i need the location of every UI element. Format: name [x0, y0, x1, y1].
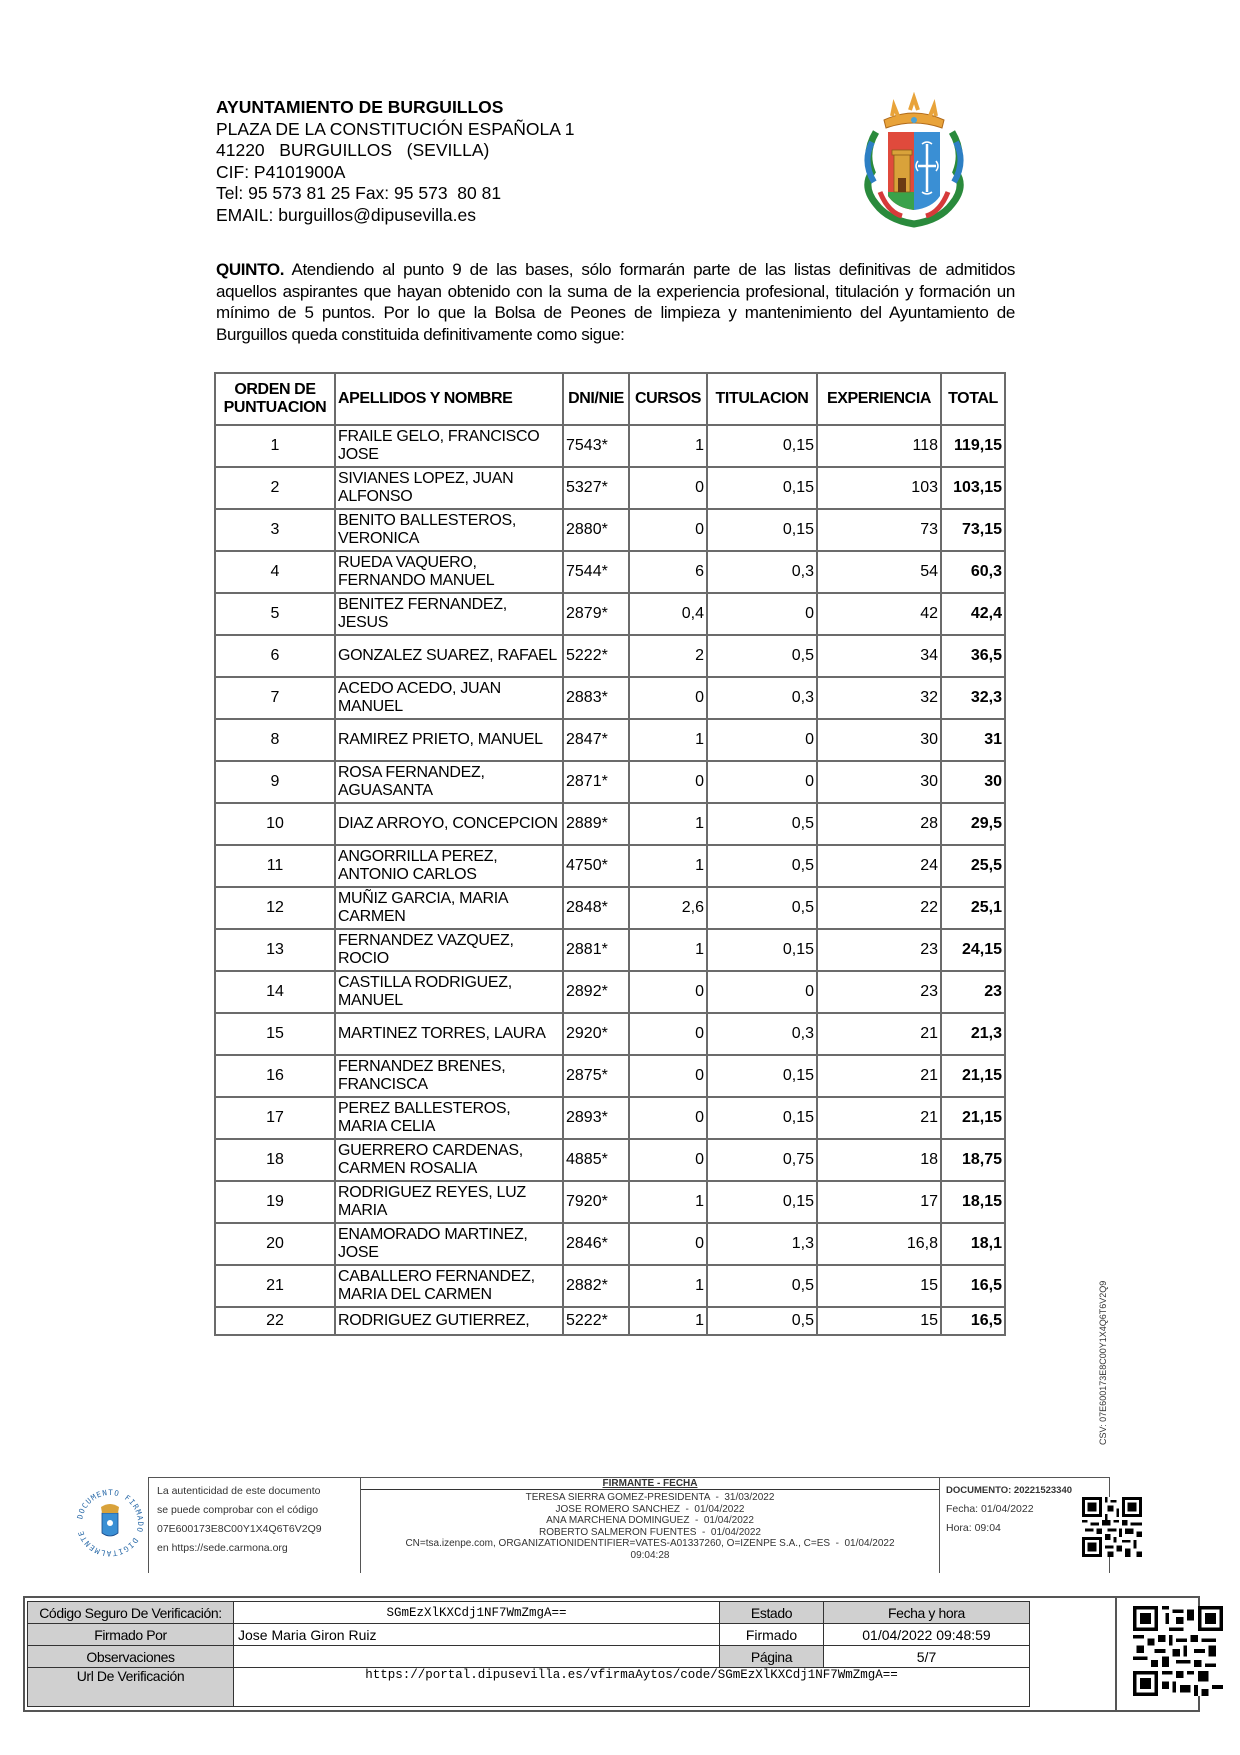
cell-dni: 5222*	[563, 1307, 629, 1335]
cell-cursos: 1	[629, 1265, 707, 1307]
cell-total: 18,1	[941, 1223, 1005, 1265]
cell-dni: 2920*	[563, 1013, 629, 1055]
signer-line: ANA MARCHENA DOMINGUEZ - 01/04/2022	[546, 1515, 754, 1526]
col-header-experiencia: EXPERIENCIA	[817, 373, 941, 425]
fecha-hora-label: Fecha y hora	[824, 1602, 1030, 1624]
table-row	[215, 1139, 1005, 1181]
cell-dni: 4885*	[563, 1139, 629, 1181]
cell-titulacion: 0,75	[707, 1139, 817, 1181]
cell-nombre: DIAZ ARROYO, CONCEPCION	[335, 803, 563, 845]
table-row	[215, 1097, 1005, 1139]
signer-line: ROBERTO SALMERON FUENTES - 01/04/2022	[539, 1526, 761, 1538]
url-value[interactable]: https://portal.dipusevilla.es/vfirmaAytos/code/SGmEzXlKXCdj1NF7WmZmgA==	[234, 1668, 1030, 1707]
cell-nombre: ANGORRILLA PEREZ, ANTONIO CARLOS	[335, 845, 563, 887]
cell-orden: 3	[215, 509, 335, 551]
cell-dni: 2882*	[563, 1265, 629, 1307]
cell-cursos: 1	[629, 803, 707, 845]
auth-line: La autenticidad de este documento	[157, 1485, 321, 1497]
cell-titulacion: 0	[707, 593, 817, 635]
pagina-value: 5/7	[824, 1646, 1030, 1668]
url-label: Url De Verificación	[28, 1668, 234, 1707]
cell-nombre: GUERRERO CARDENAS, CARMEN ROSALIA	[335, 1139, 563, 1181]
cell-nombre: GONZALEZ SUAREZ, RAFAEL	[335, 635, 563, 677]
cell-dni: 2848*	[563, 887, 629, 929]
cell-nombre: MARTINEZ TORRES, LAURA	[335, 1013, 563, 1055]
observaciones-value	[234, 1646, 720, 1668]
cell-orden: 10	[215, 803, 335, 845]
table-row	[215, 1307, 1005, 1335]
cell-titulacion: 0,15	[707, 1055, 817, 1097]
cell-cursos: 1	[629, 845, 707, 887]
cell-total: 29,5	[941, 803, 1005, 845]
cell-cursos: 2,6	[629, 887, 707, 929]
cell-titulacion: 0,5	[707, 635, 817, 677]
org-phone: Tel: 95 573 81 25 Fax: 95 573 80 81	[216, 183, 502, 203]
org-cif: CIF: P4101900A	[216, 161, 346, 182]
cell-orden: 1	[215, 425, 335, 467]
cell-nombre: FRAILE GELO, FRANCISCO JOSE	[335, 425, 563, 467]
ranking-table	[214, 372, 1006, 1336]
document-number: DOCUMENTO: 20221523340	[946, 1485, 1073, 1496]
cell-total: 16,5	[941, 1265, 1005, 1307]
cell-dni: 5222*	[563, 635, 629, 677]
verification-table	[27, 1601, 1030, 1707]
document-date: Fecha: 01/04/2022	[946, 1503, 1034, 1515]
cell-total: 31	[941, 719, 1005, 761]
cell-orden: 21	[215, 1265, 335, 1307]
cell-orden: 16	[215, 1055, 335, 1097]
org-city: 41220 BURGUILLOS (SEVILLA)	[216, 140, 490, 160]
table-row	[215, 551, 1005, 593]
letterhead	[216, 97, 575, 226]
col-header-nombre: APELLIDOS Y NOMBRE	[335, 373, 563, 425]
cell-experiencia: 30	[817, 761, 941, 803]
cell-total: 42,4	[941, 593, 1005, 635]
cell-nombre: BENITEZ FERNANDEZ, JESUS	[335, 593, 563, 635]
table-row	[215, 593, 1005, 635]
cell-orden: 22	[215, 1307, 335, 1335]
cell-titulacion: 0,15	[707, 1181, 817, 1223]
cell-nombre: PEREZ BALLESTEROS, MARIA CELIA	[335, 1097, 563, 1139]
table-header-row	[215, 373, 1005, 425]
col-header-cursos: CURSOS	[629, 373, 707, 425]
cell-nombre: RAMIREZ PRIETO, MANUEL	[335, 719, 563, 761]
cell-experiencia: 30	[817, 719, 941, 761]
fecha-hora-value: 01/04/2022 09:48:59	[824, 1624, 1030, 1646]
cell-dni: 2871*	[563, 761, 629, 803]
org-name: AYUNTAMIENTO DE BURGUILLOS	[216, 97, 504, 117]
pagina-label: Página	[720, 1646, 824, 1668]
cell-dni: 2879*	[563, 593, 629, 635]
cell-orden: 17	[215, 1097, 335, 1139]
cell-total: 18,75	[941, 1139, 1005, 1181]
cell-experiencia: 22	[817, 887, 941, 929]
col-header-total: TOTAL	[941, 373, 1005, 425]
cell-cursos: 0,4	[629, 593, 707, 635]
cell-experiencia: 23	[817, 929, 941, 971]
cell-cursos: 1	[629, 1307, 707, 1335]
cell-dni: 2880*	[563, 509, 629, 551]
cell-titulacion: 0	[707, 761, 817, 803]
cell-total: 16,5	[941, 1307, 1005, 1335]
cell-nombre: BENITO BALLESTEROS, VERONICA	[335, 509, 563, 551]
cell-nombre: RODRIGUEZ GUTIERREZ,	[335, 1307, 563, 1335]
signer-line: 09:04:28	[630, 1549, 670, 1561]
org-address: PLAZA DE LA CONSTITUCIÓN ESPAÑOLA 1	[216, 118, 575, 139]
cell-dni: 2881*	[563, 929, 629, 971]
cell-dni: 2875*	[563, 1055, 629, 1097]
cell-orden: 6	[215, 635, 335, 677]
cell-titulacion: 0,5	[707, 1307, 817, 1335]
cell-nombre: MUÑIZ GARCIA, MARIA CARMEN	[335, 887, 563, 929]
cell-orden: 7	[215, 677, 335, 719]
table-row	[215, 761, 1005, 803]
cell-cursos: 1	[629, 425, 707, 467]
table-row	[215, 845, 1005, 887]
table-row	[215, 1223, 1005, 1265]
cell-total: 32,3	[941, 677, 1005, 719]
table-row	[215, 1055, 1005, 1097]
cell-experiencia: 103	[817, 467, 941, 509]
cell-dni: 2893*	[563, 1097, 629, 1139]
cell-experiencia: 23	[817, 971, 941, 1013]
cell-nombre: SIVIANES LOPEZ, JUAN ALFONSO	[335, 467, 563, 509]
cell-total: 21,15	[941, 1097, 1005, 1139]
cell-experiencia: 24	[817, 845, 941, 887]
cell-cursos: 0	[629, 677, 707, 719]
table-row	[215, 635, 1005, 677]
cell-titulacion: 0,5	[707, 845, 817, 887]
cell-experiencia: 15	[817, 1307, 941, 1335]
cell-total: 18,15	[941, 1181, 1005, 1223]
cell-experiencia: 21	[817, 1097, 941, 1139]
cell-nombre: ACEDO ACEDO, JUAN MANUEL	[335, 677, 563, 719]
cell-dni: 2889*	[563, 803, 629, 845]
cell-cursos: 0	[629, 1097, 707, 1139]
cell-orden: 2	[215, 467, 335, 509]
signature-block	[70, 1477, 1150, 1577]
cell-cursos: 0	[629, 509, 707, 551]
signer-line: CN=tsa.izenpe.com, ORGANIZATIONIDENTIFIER=VATES-A01337260, O=IZENPE S.A., C=ES - 01/04/2022	[405, 1538, 895, 1549]
cell-titulacion: 0	[707, 719, 817, 761]
cell-nombre: CABALLERO FERNANDEZ, MARIA DEL CARMEN	[335, 1265, 563, 1307]
table-row	[215, 971, 1005, 1013]
cell-cursos: 1	[629, 719, 707, 761]
cell-experiencia: 21	[817, 1055, 941, 1097]
cell-orden: 12	[215, 887, 335, 929]
cell-nombre: FERNANDEZ BRENES, FRANCISCA	[335, 1055, 563, 1097]
cell-orden: 18	[215, 1139, 335, 1181]
table-row	[215, 467, 1005, 509]
cell-dni: 2892*	[563, 971, 629, 1013]
cell-experiencia: 16,8	[817, 1223, 941, 1265]
cell-orden: 8	[215, 719, 335, 761]
table-row	[215, 677, 1005, 719]
cell-nombre: CASTILLA RODRIGUEZ, MANUEL	[335, 971, 563, 1013]
cell-nombre: ROSA FERNANDEZ, AGUASANTA	[335, 761, 563, 803]
cell-titulacion: 0,3	[707, 1013, 817, 1055]
cell-dni: 4750*	[563, 845, 629, 887]
cell-cursos: 0	[629, 1139, 707, 1181]
cell-dni: 7544*	[563, 551, 629, 593]
cell-total: 23	[941, 971, 1005, 1013]
cell-total: 24,15	[941, 929, 1005, 971]
cell-titulacion: 1,3	[707, 1223, 817, 1265]
table-row	[215, 1265, 1005, 1307]
cell-experiencia: 28	[817, 803, 941, 845]
cell-orden: 13	[215, 929, 335, 971]
observaciones-label: Observaciones	[28, 1646, 234, 1668]
cell-titulacion: 0,15	[707, 1097, 817, 1139]
cell-cursos: 0	[629, 1055, 707, 1097]
cell-titulacion: 0,5	[707, 887, 817, 929]
signers-box	[360, 1477, 940, 1573]
cell-orden: 4	[215, 551, 335, 593]
side-csv-code: CSV: 07E600173E8C00Y1X4Q6T6V2Q9	[1098, 1280, 1108, 1445]
table-row	[215, 803, 1005, 845]
cell-total: 30	[941, 761, 1005, 803]
estado-value: Firmado	[720, 1624, 824, 1646]
cell-titulacion: 0,15	[707, 929, 817, 971]
cell-experiencia: 17	[817, 1181, 941, 1223]
cell-experiencia: 21	[817, 1013, 941, 1055]
cell-orden: 14	[215, 971, 335, 1013]
cell-total: 119,15	[941, 425, 1005, 467]
table-row	[215, 929, 1005, 971]
csv-value: SGmEzXlKXCdj1NF7WmZmgA==	[234, 1602, 720, 1624]
cell-titulacion: 0,3	[707, 551, 817, 593]
cell-experiencia: 118	[817, 425, 941, 467]
cell-cursos: 0	[629, 1223, 707, 1265]
cell-orden: 11	[215, 845, 335, 887]
cell-total: 21,3	[941, 1013, 1005, 1055]
firmado-por-label: Firmado Por	[28, 1624, 234, 1646]
cell-total: 25,5	[941, 845, 1005, 887]
cell-experiencia: 32	[817, 677, 941, 719]
cell-dni: 7543*	[563, 425, 629, 467]
paragraph-lead: QUINTO.	[216, 260, 285, 279]
signer-line: TERESA SIERRA GOMEZ-PRESIDENTA - 31/03/2022	[525, 1492, 775, 1503]
cell-titulacion: 0,5	[707, 1265, 817, 1307]
estado-label: Estado	[720, 1602, 824, 1624]
auth-line: se puede comprobar con el código	[157, 1504, 319, 1516]
firmado-por-value: Jose Maria Giron Ruiz	[234, 1624, 720, 1646]
auth-url: en https://sede.carmona.org	[157, 1542, 288, 1554]
cell-cursos: 2	[629, 635, 707, 677]
csv-label: Código Seguro De Verificación:	[28, 1602, 234, 1624]
cell-dni: 5327*	[563, 467, 629, 509]
cell-cursos: 1	[629, 929, 707, 971]
cell-experiencia: 73	[817, 509, 941, 551]
cell-nombre: RODRIGUEZ REYES, LUZ MARIA	[335, 1181, 563, 1223]
cell-cursos: 6	[629, 551, 707, 593]
signer-line: JOSE ROMERO SANCHEZ - 01/04/2022	[555, 1503, 745, 1515]
quinto-paragraph	[216, 259, 1015, 345]
cell-cursos: 0	[629, 971, 707, 1013]
cell-cursos: 0	[629, 467, 707, 509]
cell-experiencia: 54	[817, 551, 941, 593]
paragraph-text: Atendiendo al punto 9 de las bases, sólo formarán parte de las listas definitivas de admitidos aquellos aspirantes que hayan obtenido con la suma de la experiencia profesional, titulación y formación un mínimo de 5 puntos. Por lo que la Bolsa de Peones de limpieza y mantenimiento del Ayuntamiento de Burguillos queda constituida definitivamente como sigue:	[216, 260, 1015, 344]
cell-experiencia: 15	[817, 1265, 941, 1307]
cell-orden: 5	[215, 593, 335, 635]
cell-orden: 15	[215, 1013, 335, 1055]
cell-total: 103,15	[941, 467, 1005, 509]
digital-signature-seal-icon	[70, 1483, 150, 1563]
cell-total: 21,15	[941, 1055, 1005, 1097]
cell-total: 60,3	[941, 551, 1005, 593]
col-header-orden: ORDEN DE PUNTUACION	[215, 373, 335, 425]
table-row	[215, 425, 1005, 467]
cell-experiencia: 18	[817, 1139, 941, 1181]
cell-dni: 2846*	[563, 1223, 629, 1265]
cell-titulacion: 0,15	[707, 509, 817, 551]
cell-nombre: RUEDA VAQUERO, FERNANDO MANUEL	[335, 551, 563, 593]
cell-cursos: 1	[629, 1181, 707, 1223]
table-row	[215, 1013, 1005, 1055]
cell-orden: 20	[215, 1223, 335, 1265]
col-header-dni: DNI/NIE	[563, 373, 629, 425]
table-row	[215, 1181, 1005, 1223]
cell-titulacion: 0,5	[707, 803, 817, 845]
cell-nombre: ENAMORADO MARTINEZ, JOSE	[335, 1223, 563, 1265]
cell-cursos: 0	[629, 761, 707, 803]
cell-orden: 9	[215, 761, 335, 803]
cell-total: 36,5	[941, 635, 1005, 677]
col-header-titulacion: TITULACION	[707, 373, 817, 425]
cell-titulacion: 0,15	[707, 425, 817, 467]
cell-orden: 19	[215, 1181, 335, 1223]
auth-code: 07E600173E8C00Y1X4Q6T6V2Q9	[157, 1523, 322, 1535]
signers-header: FIRMANTE - FECHA	[361, 1478, 939, 1490]
cell-dni: 2883*	[563, 677, 629, 719]
coat-of-arms-icon	[858, 92, 970, 232]
table-row	[215, 509, 1005, 551]
cell-nombre: FERNANDEZ VAZQUEZ, ROCIO	[335, 929, 563, 971]
cell-total: 25,1	[941, 887, 1005, 929]
table-row	[215, 719, 1005, 761]
cell-experiencia: 42	[817, 593, 941, 635]
cell-total: 73,15	[941, 509, 1005, 551]
cell-experiencia: 34	[817, 635, 941, 677]
table-row	[215, 887, 1005, 929]
cell-dni: 2847*	[563, 719, 629, 761]
svg-text:DOCUMENTO FIRMADO DIGITALMENTE: DOCUMENTO FIRMADO DIGITALMENTE	[75, 1487, 146, 1559]
qr-code-icon[interactable]	[1133, 1606, 1223, 1696]
cell-dni: 7920*	[563, 1181, 629, 1223]
cell-titulacion: 0,3	[707, 677, 817, 719]
cell-titulacion: 0,15	[707, 467, 817, 509]
document-time: Hora: 09:04	[946, 1522, 1001, 1534]
org-email: EMAIL: burguillos@dipusevilla.es	[216, 204, 476, 225]
cell-titulacion: 0	[707, 971, 817, 1013]
cell-cursos: 0	[629, 1013, 707, 1055]
qr-code-icon[interactable]	[1082, 1497, 1142, 1557]
verification-panel	[23, 1596, 1200, 1712]
